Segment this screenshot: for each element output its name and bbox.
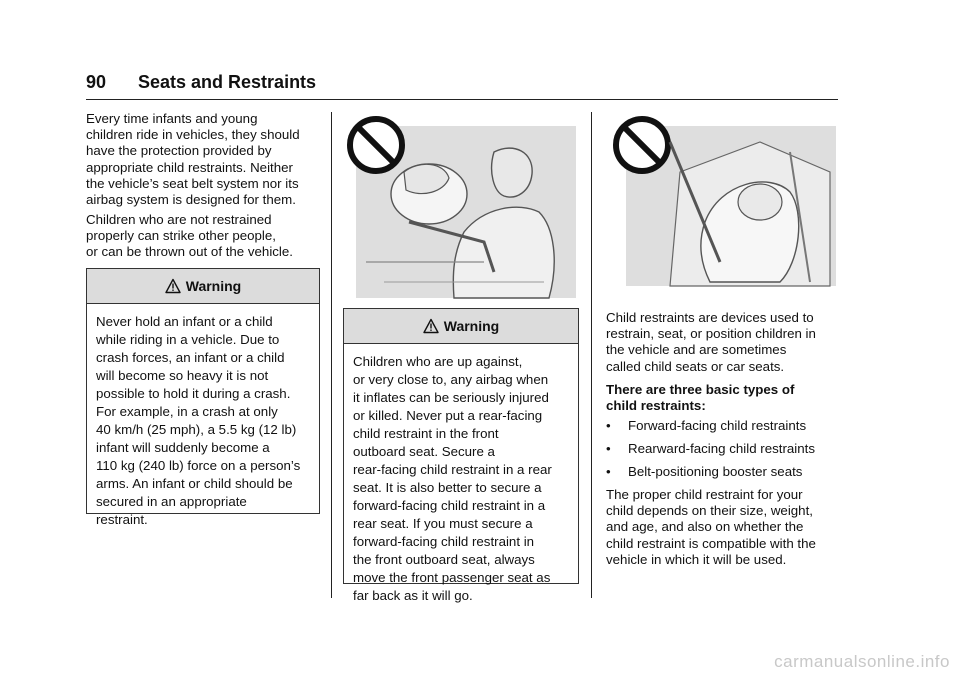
bullet-icon: • [606, 418, 611, 433]
warning-icon [423, 318, 439, 334]
watermark: carmanualsonline.info [774, 652, 950, 671]
warning-text: Never hold an infant or a child while riding in a vehicle. Due to crash forces, an infant or a child will become so heavy it is not possible to hold it during a crash. For example, in a crash at only 40 km/h (25 mph), a 5.5 kg (12 lb) infant will suddenly become a 110 kg (240 lb) force on a person’s arms. An infant or child should be secured in an appropriate restraint. [96, 314, 301, 527]
header-rule [86, 99, 838, 100]
section-title: Seats and Restraints [138, 72, 317, 92]
warning-text: Children who are up against, or very close to, any airbag when it inflates can be seriously injured or killed. Never put a rear-facing child restraint in the front outboard seat. Secure a rear-facing child restraint in a rear seat. It is also better to secure a forward-facing child restraint in a rear seat. If you must secure a forward-facing child restraint in the front outboard seat, always move the front passenger seat as far back as it will go. [353, 354, 552, 603]
column-divider-2 [591, 112, 592, 598]
closing-paragraph: The proper child restraint for your child depends on their size, weight, and age, and also on whether the child restraint is compatible with the vehicle in which it will be used. [606, 487, 816, 567]
child-restraint-intro: Child restraints are devices used to restrain, seat, or position children in the vehicle and are sometimes called child seats or car seats. [606, 310, 816, 374]
list-item: • Rearward-facing child restraints [606, 441, 815, 456]
bullet-icon: • [606, 441, 611, 456]
warning-icon [165, 278, 181, 294]
page-number: 90 [86, 72, 107, 92]
restraint-paragraph: Children who are not restrained properly can strike other people, or can be thrown out of the vehicle. [86, 212, 293, 260]
types-heading: There are three basic types of child restraints: [606, 382, 795, 414]
warning-header [344, 309, 578, 344]
warning-title: Warning [185, 278, 242, 294]
warning-box-infant [86, 268, 320, 527]
intro-paragraph: Every time infants and young children ride in vehicles, they should have the protection provided by appropriate child restraints. Neither the vehicle’s seat belt system nor its airbag system is designed for them. [86, 111, 300, 208]
child-seat-illustration [610, 112, 836, 288]
prohibited-icon [616, 119, 668, 171]
list-item: • Forward-facing child restraints [606, 418, 807, 433]
warning-header [87, 269, 319, 304]
list-item: • Belt-positioning booster seats [606, 464, 803, 479]
adult-holding-child-illustration [344, 112, 576, 300]
bullet-icon: • [606, 464, 611, 479]
warning-title: Warning [443, 318, 500, 334]
prohibited-icon [350, 119, 402, 171]
warning-box-airbag [343, 308, 579, 603]
column-divider-1 [331, 112, 332, 598]
